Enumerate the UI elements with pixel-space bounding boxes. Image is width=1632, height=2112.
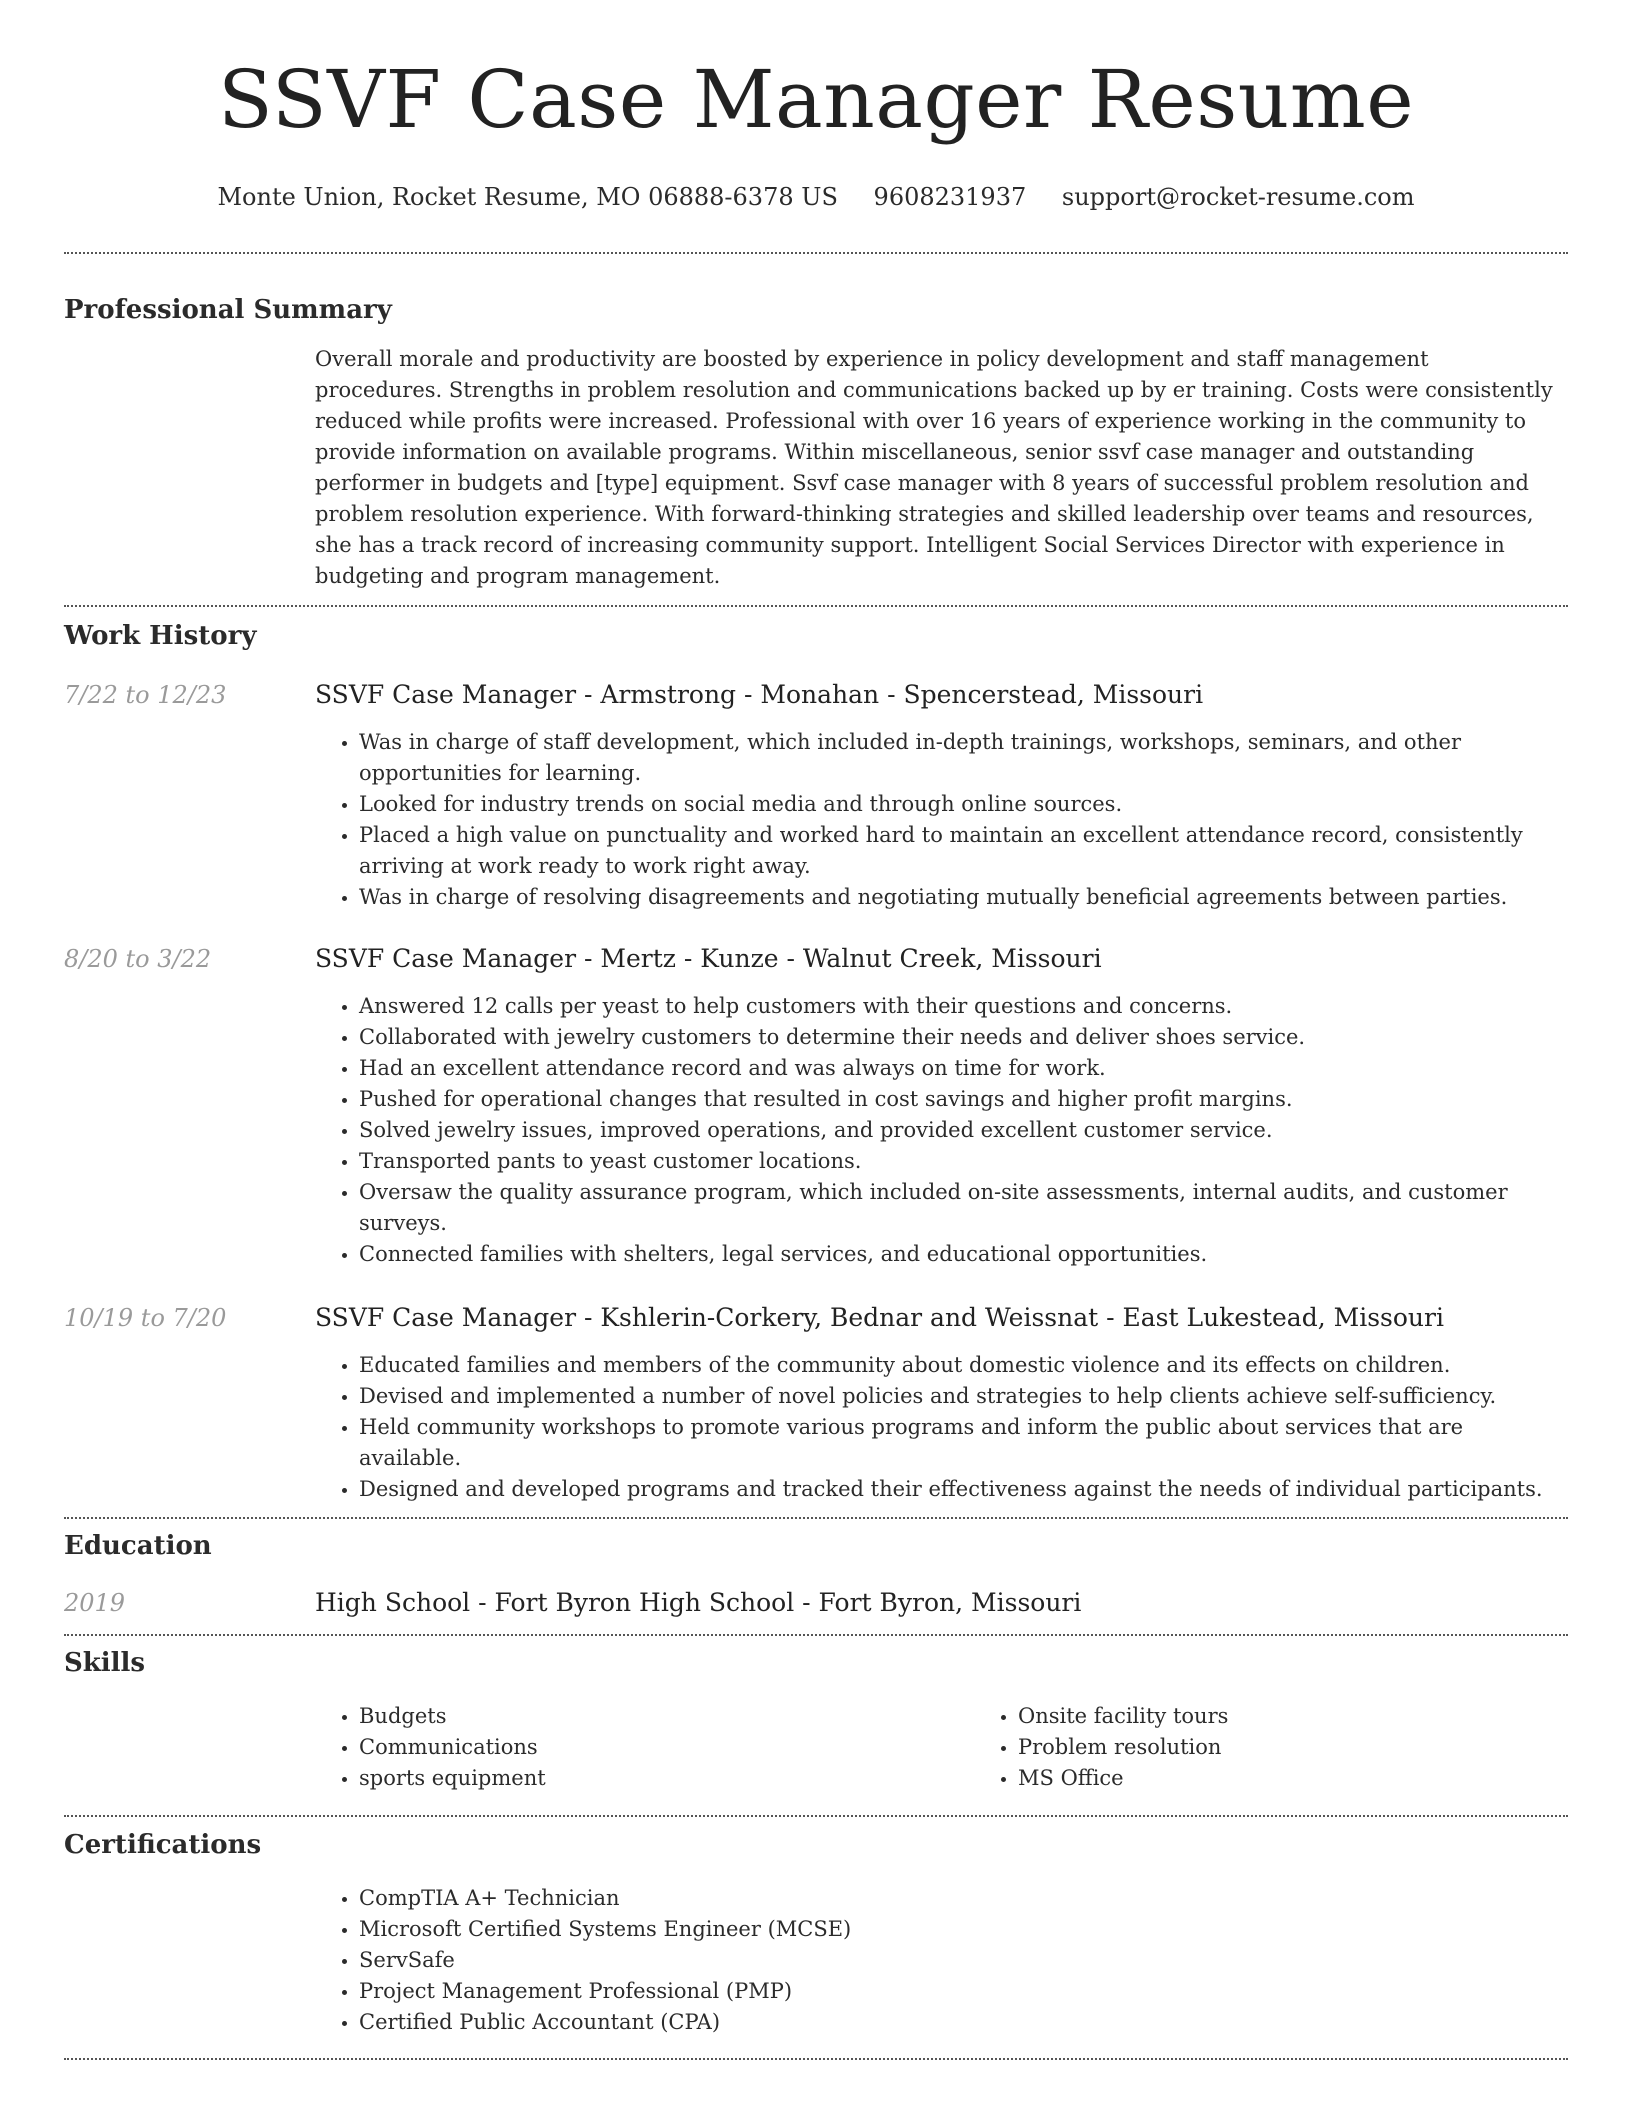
list-item: • Educated families and members of the community about domestic violence and its effects on children. bbox=[359, 1350, 1568, 1381]
skills-column-right bbox=[974, 1701, 1632, 1794]
list-item: • Pushed for operational changes that resulted in cost savings and higher profit margins. bbox=[359, 1084, 1568, 1115]
resume-title: SSVF Case Manager Resume bbox=[217, 53, 1415, 146]
job-title: SSVF Case Manager - Armstrong - Monahan - Spencerstead, Missouri bbox=[315, 680, 1204, 709]
section-title-skills: Skills bbox=[64, 1648, 146, 1678]
summary-text: Overall morale and productivity are boosted by experience in policy development and staff management procedures. Strengths in problem resolution and communications backed up by er training. Costs were consistently reduced while profits were increased. Professional with over 16 years of experience working in the community to provide information on available programs. Within miscellaneous, senior ssvf case manager and outstanding performer in budgets and [type] equipment. Ssvf case manager with 8 years of successful problem resolution and problem resolution experience. With forward-thinking strategies and skilled leadership over teams and resources, she has a track record of increasing community support. Intelligent Social Services Director with experience in budgeting and program management. bbox=[315, 347, 1553, 588]
list-item: • Designed and developed programs and tracked their effectiveness against the needs of individual participants. bbox=[359, 1474, 1568, 1505]
list-item: • CompTIA A+ Technician bbox=[359, 1883, 1568, 1914]
list-item: • sports equipment bbox=[359, 1763, 974, 1794]
job-title: SSVF Case Manager - Kshlerin-Corkery, Bednar and Weissnat - East Lukestead, Missouri bbox=[315, 1303, 1444, 1332]
list-item: • Devised and implemented a number of novel policies and strategies to help clients achieve self-sufficiency. bbox=[359, 1381, 1568, 1412]
list-item: • Oversaw the quality assurance program, which included on-site assessments, internal audits, and customer surveys. bbox=[359, 1177, 1568, 1239]
list-item: • ServSafe bbox=[359, 1945, 1568, 1976]
list-item: • MS Office bbox=[1018, 1763, 1632, 1794]
list-item: • Placed a high value on punctuality and worked hard to maintain an excellent attendance record, consistently arriving at work ready to work right away. bbox=[359, 820, 1568, 882]
list-item: • Was in charge of resolving disagreements and negotiating mutually beneficial agreements between parties. bbox=[359, 882, 1568, 913]
list-item: • Problem resolution bbox=[1018, 1732, 1632, 1763]
divider bbox=[64, 1815, 1568, 1817]
job-bullets bbox=[315, 727, 1568, 913]
job-dates: 7/22 to 12/23 bbox=[64, 681, 227, 709]
divider bbox=[64, 2058, 1568, 2060]
certifications-list bbox=[315, 1883, 1568, 2038]
section-title-summary: Professional Summary bbox=[64, 295, 392, 325]
list-item: • Onsite facility tours bbox=[1018, 1701, 1632, 1732]
list-item: • Communications bbox=[359, 1732, 974, 1763]
divider bbox=[64, 1634, 1568, 1636]
list-item: • Was in charge of staff development, which included in-depth trainings, workshops, seminars, and other opportunities for learning. bbox=[359, 727, 1568, 789]
list-item: • Connected families with shelters, legal services, and educational opportunities. bbox=[359, 1239, 1568, 1270]
contact-address: Monte Union, Rocket Resume, MO 06888-6378 US bbox=[217, 183, 838, 211]
list-item: • Transported pants to yeast customer locations. bbox=[359, 1146, 1568, 1177]
job-entry bbox=[64, 1303, 1568, 1505]
list-item: • Budgets bbox=[359, 1701, 974, 1732]
job-entry bbox=[64, 680, 1568, 913]
job-bullets bbox=[315, 1350, 1568, 1505]
education-title: High School - Fort Byron High School - Fort Byron, Missouri bbox=[315, 1588, 1082, 1617]
list-item: • Microsoft Certified Systems Engineer (MCSE) bbox=[359, 1914, 1568, 1945]
list-item: • Held community workshops to promote various programs and inform the public about services that are available. bbox=[359, 1412, 1568, 1474]
skills-list bbox=[315, 1701, 1632, 1794]
skills-column-left bbox=[315, 1701, 974, 1794]
contact-phone: 9608231937 bbox=[873, 183, 1027, 211]
divider bbox=[64, 1517, 1568, 1519]
section-title-certifications: Certifications bbox=[64, 1830, 262, 1860]
education-dates: 2019 bbox=[64, 1589, 126, 1617]
section-title-work: Work History bbox=[64, 621, 257, 651]
job-entry bbox=[64, 944, 1568, 1270]
job-title: SSVF Case Manager - Mertz - Kunze - Walnut Creek, Missouri bbox=[315, 944, 1102, 973]
divider bbox=[64, 252, 1568, 254]
job-dates: 8/20 to 3/22 bbox=[64, 945, 212, 973]
list-item: • Answered 12 calls per yeast to help customers with their questions and concerns. bbox=[359, 991, 1568, 1022]
list-item: • Solved jewelry issues, improved operations, and provided excellent customer service. bbox=[359, 1115, 1568, 1146]
list-item: • Certified Public Accountant (CPA) bbox=[359, 2007, 1568, 2038]
resume-page bbox=[64, 0, 1568, 2060]
list-item: • Collaborated with jewelry customers to determine their needs and deliver shoes service. bbox=[359, 1022, 1568, 1053]
divider bbox=[64, 605, 1568, 607]
list-item: • Looked for industry trends on social media and through online sources. bbox=[359, 789, 1568, 820]
list-item: • Had an excellent attendance record and was always on time for work. bbox=[359, 1053, 1568, 1084]
contact-email: support@rocket-resume.com bbox=[1061, 183, 1415, 211]
section-title-education: Education bbox=[64, 1531, 212, 1561]
contact-line bbox=[64, 182, 1568, 212]
list-item: • Project Management Professional (PMP) bbox=[359, 1976, 1568, 2007]
job-bullets bbox=[315, 991, 1568, 1270]
job-dates: 10/19 to 7/20 bbox=[64, 1304, 227, 1332]
education-entry bbox=[64, 1588, 1568, 1618]
